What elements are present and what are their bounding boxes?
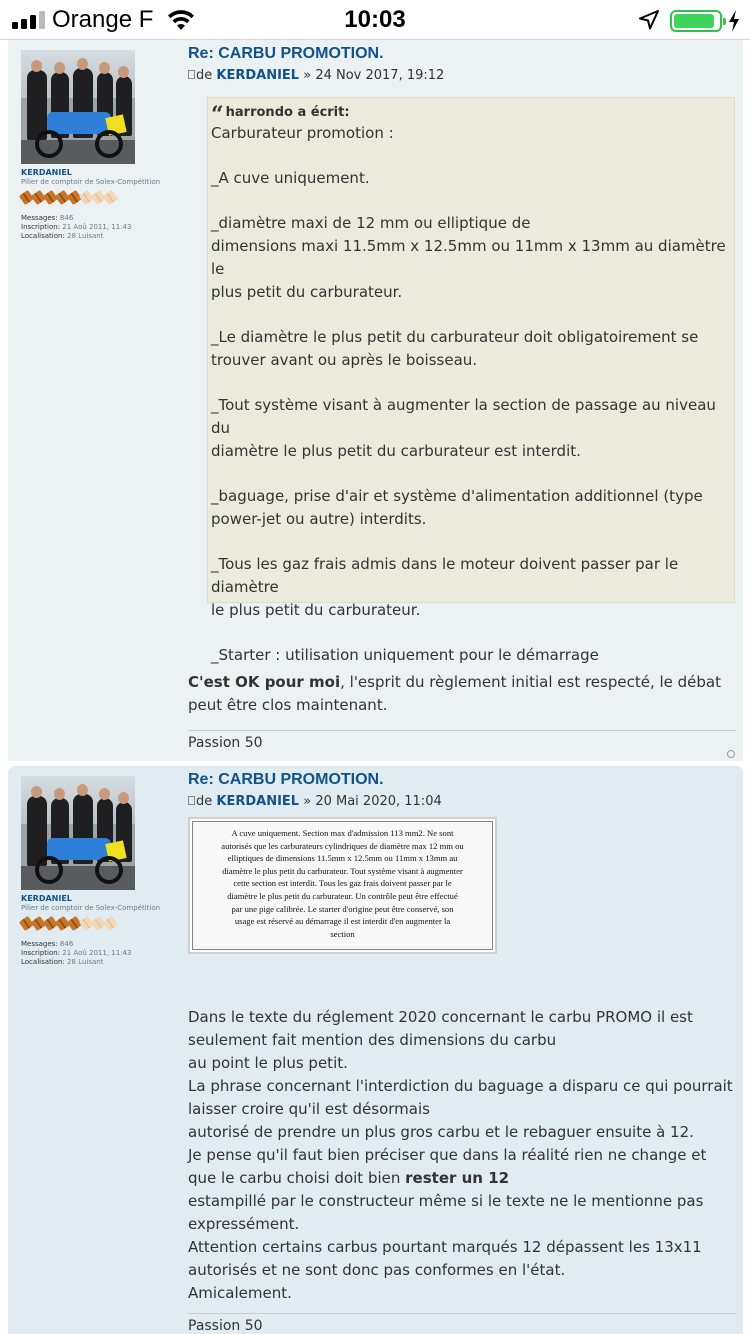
quote-line: power-jet ou autre) interdits. bbox=[211, 510, 427, 528]
body-line: Attention certains carbus pourtant marqués 12 dépassent les 13x11 bbox=[188, 1238, 702, 1256]
quote-line: diamètre le plus petit du carburateur est interdit. bbox=[211, 442, 581, 460]
user-stats: Messages: 846 Inscription: 21 Aoû 2011, 11:43 Localisation: 28 Luisant bbox=[21, 214, 132, 240]
username-link[interactable]: KERDANIEL bbox=[21, 894, 72, 903]
quote-text bbox=[211, 122, 730, 667]
post-body-text: Dans le texte du réglement 2020 concernant le carbu PROMO il est seulement fait mention des dimensions du carbu au point le plus petit. La phrase concernant l'interdiction du baguage a disparu ce qui pourrait laisser croire qu'il est désormais autorisé de prendre un plus gros carbu et le rebaguer ensuite à 12. Je pense qu'il faut bien préciser que dans la réalité rien ne change et que le carbu choisi doit bien rester un 12 estampillé par le constructeur même si le texte ne le mentionne pas expressément. Attention certains carbus pourtant marqués 12 dépassent les 13x11 autorisés et ne sont donc pas conformes en l'état. Amicalement. bbox=[188, 1006, 736, 1305]
quote-line: Carburateur promotion : bbox=[211, 124, 394, 142]
body-line: Dans le texte du réglement 2020 concernant le carbu PROMO il est bbox=[188, 1008, 693, 1026]
post-profile bbox=[21, 50, 181, 241]
back-to-top-icon[interactable] bbox=[727, 750, 735, 758]
body-line: estampillé par le constructeur même si le texte ne le mentionne pas bbox=[188, 1192, 704, 1210]
quote-line: _A cuve uniquement. bbox=[211, 169, 370, 187]
quote-author: “ harrondo a écrit: bbox=[211, 102, 350, 128]
status-bar bbox=[0, 0, 750, 40]
body-line: Je pense qu'il faut bien préciser que dans la réalité rien ne change et bbox=[188, 1146, 707, 1164]
quote-line: trouver avant ou après le boisseau. bbox=[211, 351, 478, 369]
post-author-link[interactable]: KERDANIEL bbox=[216, 794, 300, 809]
attached-image-line: section bbox=[330, 928, 355, 939]
post bbox=[8, 40, 743, 761]
post-title-link[interactable]: Re: CARBU PROMOTION. bbox=[188, 771, 384, 788]
post-file-icon[interactable] bbox=[188, 796, 195, 805]
attached-image-line: autorisés que les carburateurs cylindriques de diamètre max 12 mm ou bbox=[221, 840, 464, 851]
post bbox=[8, 766, 743, 1334]
quote-mark-icon: “ bbox=[211, 102, 224, 128]
post-date: » 20 Mai 2020, 11:04 bbox=[303, 794, 442, 809]
attached-image-line: cette section est interdit. Tous les gaz frais doivent passer par le bbox=[233, 878, 452, 889]
attached-image-line: diamètre le plus petit du carburateur. Tout système visant à augmenter bbox=[222, 865, 463, 876]
battery-icon bbox=[670, 10, 722, 32]
charging-bolt-icon bbox=[727, 9, 741, 33]
avatar[interactable] bbox=[21, 50, 135, 164]
quote-line: _Tous les gaz frais admis dans le moteur doivent passer par le diamètre bbox=[211, 555, 679, 596]
post-profile bbox=[21, 776, 181, 967]
attached-image-line: par une pige calibrée. Le starter d'origine peut être conservé, son bbox=[231, 903, 454, 914]
body-line: expressément. bbox=[188, 1215, 300, 1233]
body-line: autorisé de prendre un plus gros carbu et le rebaguer ensuite à 12. bbox=[188, 1123, 694, 1141]
post-meta: de KERDANIEL » 20 Mai 2020, 11:04 bbox=[188, 794, 736, 809]
location-arrow-icon bbox=[638, 9, 660, 31]
signature: Passion 50 bbox=[188, 1313, 736, 1334]
attached-image-line: diamètre le plus petit du carburateur. Un contrôle peut être effectué bbox=[227, 890, 458, 901]
user-rank: Pilier de comptoir de Solex-Compétition bbox=[21, 904, 161, 912]
quote-line: plus petit du carburateur. bbox=[211, 283, 403, 301]
post-title-link[interactable]: Re: CARBU PROMOTION. bbox=[188, 45, 384, 62]
post-meta: de KERDANIEL » 24 Nov 2017, 19:12 bbox=[188, 68, 736, 83]
body-line: La phrase concernant l'interdiction du baguage a disparu ce qui pourrait bbox=[188, 1077, 733, 1095]
signature: Passion 50 bbox=[188, 730, 736, 751]
quote-line: _diamètre maxi de 12 mm ou elliptique de bbox=[211, 214, 531, 232]
quote-line: _Tout système visant à augmenter la section de passage au niveau du bbox=[211, 396, 716, 437]
attached-image-line: elliptiques de dimensions 11.5mm x 12.5mm ou 11mm x 13mm au bbox=[227, 853, 458, 864]
attached-image[interactable] bbox=[188, 817, 497, 954]
rank-wrench-icons bbox=[21, 914, 181, 928]
quote-line: dimensions maxi 11.5mm x 12.5mm ou 11mm x 13mm au diamètre le bbox=[211, 237, 726, 278]
attached-image-line: A cuve uniquement. Section max d'admission 113 mm2. Ne sont bbox=[231, 828, 454, 838]
post-file-icon[interactable] bbox=[188, 70, 195, 79]
username-link[interactable]: KERDANIEL bbox=[21, 168, 72, 177]
post-reply-text: C'est OK pour moi, l'esprit du règlement initial est respecté, le débat peut être clos maintenant. bbox=[188, 673, 722, 714]
post-date: » 24 Nov 2017, 19:12 bbox=[303, 68, 445, 83]
avatar[interactable] bbox=[21, 776, 135, 890]
body-line: au point le plus petit. bbox=[188, 1054, 348, 1072]
quote-line: le plus petit du carburateur. bbox=[211, 601, 421, 619]
user-rank: Pilier de comptoir de Solex-Compétition bbox=[21, 178, 161, 186]
body-line: laisser croire qu'il est désormais bbox=[188, 1100, 430, 1118]
body-line: seulement fait mention des dimensions du carbu bbox=[188, 1031, 557, 1049]
attached-image-text bbox=[196, 827, 489, 940]
quote-block bbox=[207, 97, 735, 664]
body-line: autorisés et ne sont donc pas conformes en l'état. bbox=[188, 1261, 566, 1279]
quote-line: _Le diamètre le plus petit du carburateur doit obligatoirement se bbox=[211, 328, 699, 346]
rank-wrench-icons bbox=[21, 188, 181, 202]
attached-image-line: usage est réservé au démarrage il est interdit d'en augmenter la bbox=[234, 916, 451, 927]
clock: 10:03 bbox=[344, 6, 406, 33]
body-line: Amicalement. bbox=[188, 1284, 292, 1302]
quote-line: _Starter : utilisation uniquement pour le démarrage bbox=[211, 646, 599, 664]
carrier-name: Orange F bbox=[52, 6, 154, 33]
quote-line: _baguage, prise d'air et système d'alimentation additionnel (type bbox=[211, 487, 703, 505]
post-author-link[interactable]: KERDANIEL bbox=[216, 68, 300, 83]
user-stats: Messages: 846 Inscription: 21 Aoû 2011, 11:43 Localisation: 28 Luisant bbox=[21, 940, 132, 966]
